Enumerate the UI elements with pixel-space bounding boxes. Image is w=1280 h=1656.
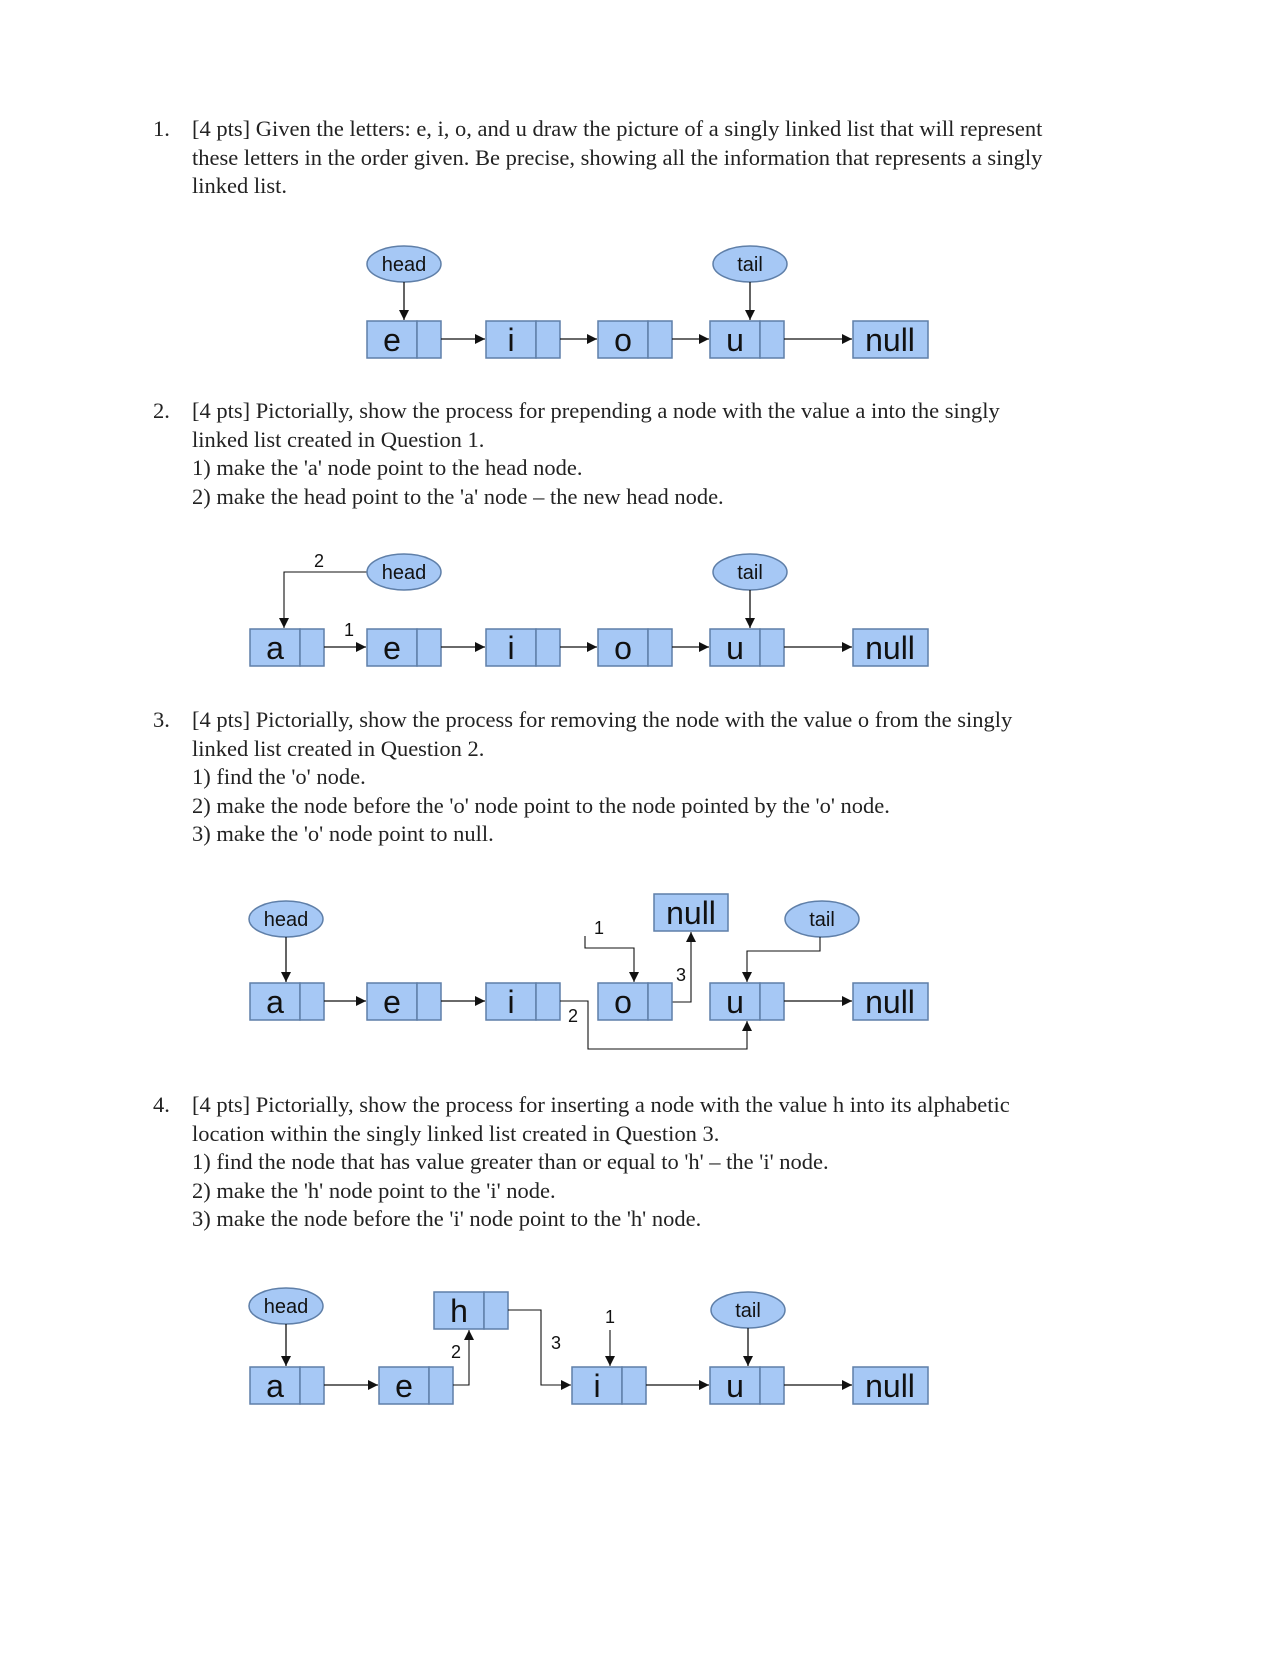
- list-node-i: [486, 321, 560, 358]
- head-label: head: [381, 562, 427, 584]
- list-node-e: [379, 1367, 453, 1404]
- question-step: 2) make the 'h' node point to the 'i' node.: [192, 1177, 556, 1203]
- node-value: u: [726, 322, 744, 358]
- question-step: 1) find the 'o' node.: [192, 764, 366, 789]
- step-label-1: 1: [604, 1307, 616, 1327]
- node-value: o: [614, 322, 632, 358]
- step-label-1: 1: [593, 918, 605, 938]
- node-value: a: [266, 984, 284, 1020]
- node-value: i: [507, 630, 515, 666]
- tail-pointer: [713, 554, 787, 590]
- list-node-o: [598, 983, 672, 1020]
- node-value: i: [507, 322, 515, 358]
- node-value: i: [593, 1368, 601, 1404]
- list-node-i: [486, 983, 560, 1020]
- null-label: null: [865, 322, 915, 358]
- tail-label: tail: [735, 1300, 761, 1322]
- node-value: e: [383, 630, 401, 666]
- question-step: 3) make the node before the 'i' node point to the 'h' node.: [192, 1206, 702, 1231]
- tail-label: tail: [737, 254, 763, 276]
- question-text-line: linked list created in Question 2.: [192, 735, 485, 761]
- list-node-e: [367, 983, 441, 1020]
- node-value: u: [726, 630, 744, 666]
- tail-pointer: [785, 901, 859, 937]
- list-node-u: [710, 983, 784, 1020]
- head-pointer: [367, 554, 441, 590]
- question-text-line: [4 pts] Pictorially, show the process for prepending a node with the value a into the singly: [192, 398, 1000, 423]
- step-label-2: 2: [450, 1342, 462, 1362]
- step-label-2: 2: [567, 1006, 579, 1026]
- question-step: 2) make the node before the 'o' node point to the node pointed by the 'o' node.: [192, 792, 890, 818]
- question-4: [153, 1091, 1163, 1234]
- question-text-line: linked list.: [192, 173, 287, 198]
- null-box: [853, 321, 928, 358]
- node-value: i: [507, 984, 515, 1020]
- question-text-line: [4 pts] Given the letters: e, i, o, and u draw the picture of a singly linked list that will represent: [192, 116, 1043, 141]
- node-value: o: [614, 984, 632, 1020]
- list-node-u: [710, 321, 784, 358]
- question-number: 4.: [153, 1092, 170, 1117]
- diagram-2-prepend: [0, 545, 1280, 675]
- node-value: o: [614, 630, 632, 666]
- null-label: null: [865, 1368, 915, 1404]
- list-node-a: [250, 1367, 324, 1404]
- diagram-4-insert: [0, 1265, 1280, 1415]
- null-label: null: [666, 895, 716, 931]
- question-step: 3) make the 'o' node point to null.: [192, 821, 494, 846]
- question-number: 2.: [153, 398, 170, 423]
- null-box: [853, 629, 928, 666]
- null-label: null: [865, 984, 915, 1020]
- list-node-i: [572, 1367, 646, 1404]
- head-label: head: [263, 909, 309, 931]
- question-text-line: these letters in the order given. Be precise, showing all the information that represents a singly: [192, 144, 1043, 170]
- diagram-1-linked-list: [0, 225, 1280, 358]
- diagram-3-remove: [0, 880, 1280, 1050]
- question-text-line: linked list created in Question 1.: [192, 426, 485, 452]
- node-value: u: [726, 984, 744, 1020]
- question-number: 3.: [153, 707, 170, 732]
- step-label-3: 3: [675, 965, 687, 985]
- node-value: a: [266, 1368, 284, 1404]
- node-value: h: [450, 1293, 468, 1329]
- node-value: e: [383, 322, 401, 358]
- list-node-o: [598, 629, 672, 666]
- head-pointer: [249, 1288, 323, 1324]
- tail-label: tail: [737, 562, 763, 584]
- step-label-2: 2: [313, 551, 325, 571]
- list-node-u: [710, 629, 784, 666]
- node-value: e: [383, 984, 401, 1020]
- list-node-a: [250, 983, 324, 1020]
- question-text-line: [4 pts] Pictorially, show the process for inserting a node with the value h into its alphabetic: [192, 1092, 1010, 1117]
- null-box: [853, 1367, 928, 1404]
- question-3: [153, 706, 1163, 849]
- question-step: 1) make the 'a' node point to the head node.: [192, 455, 583, 480]
- question-step: 1) find the node that has value greater than or equal to 'h' – the 'i' node.: [192, 1149, 829, 1174]
- list-node-u: [710, 1367, 784, 1404]
- list-node-i: [486, 629, 560, 666]
- list-node-e: [367, 321, 441, 358]
- node-value: u: [726, 1368, 744, 1404]
- null-box-o: [654, 894, 728, 931]
- question-text-line: location within the singly linked list created in Question 3.: [192, 1120, 720, 1146]
- tail-pointer: [711, 1292, 785, 1328]
- question-step: 2) make the head point to the 'a' node – the new head node.: [192, 483, 724, 509]
- head-label: head: [263, 1296, 309, 1318]
- null-box: [853, 983, 928, 1020]
- node-value: e: [395, 1368, 413, 1404]
- list-node-h: [434, 1292, 508, 1329]
- step-label-3: 3: [550, 1333, 562, 1353]
- list-node-o: [598, 321, 672, 358]
- tail-pointer: [713, 246, 787, 282]
- step-label-1: 1: [343, 620, 355, 640]
- question-2: [153, 397, 1163, 511]
- head-pointer: [367, 246, 441, 282]
- head-label: head: [381, 254, 427, 276]
- null-label: null: [865, 630, 915, 666]
- question-1: [153, 115, 1163, 201]
- node-value: a: [266, 630, 284, 666]
- head-pointer: [249, 901, 323, 937]
- tail-label: tail: [809, 909, 835, 931]
- question-text-line: [4 pts] Pictorially, show the process for removing the node with the value o from the singly: [192, 707, 1013, 732]
- list-node-e: [367, 629, 441, 666]
- question-number: 1.: [153, 116, 170, 141]
- list-node-a: [250, 629, 324, 666]
